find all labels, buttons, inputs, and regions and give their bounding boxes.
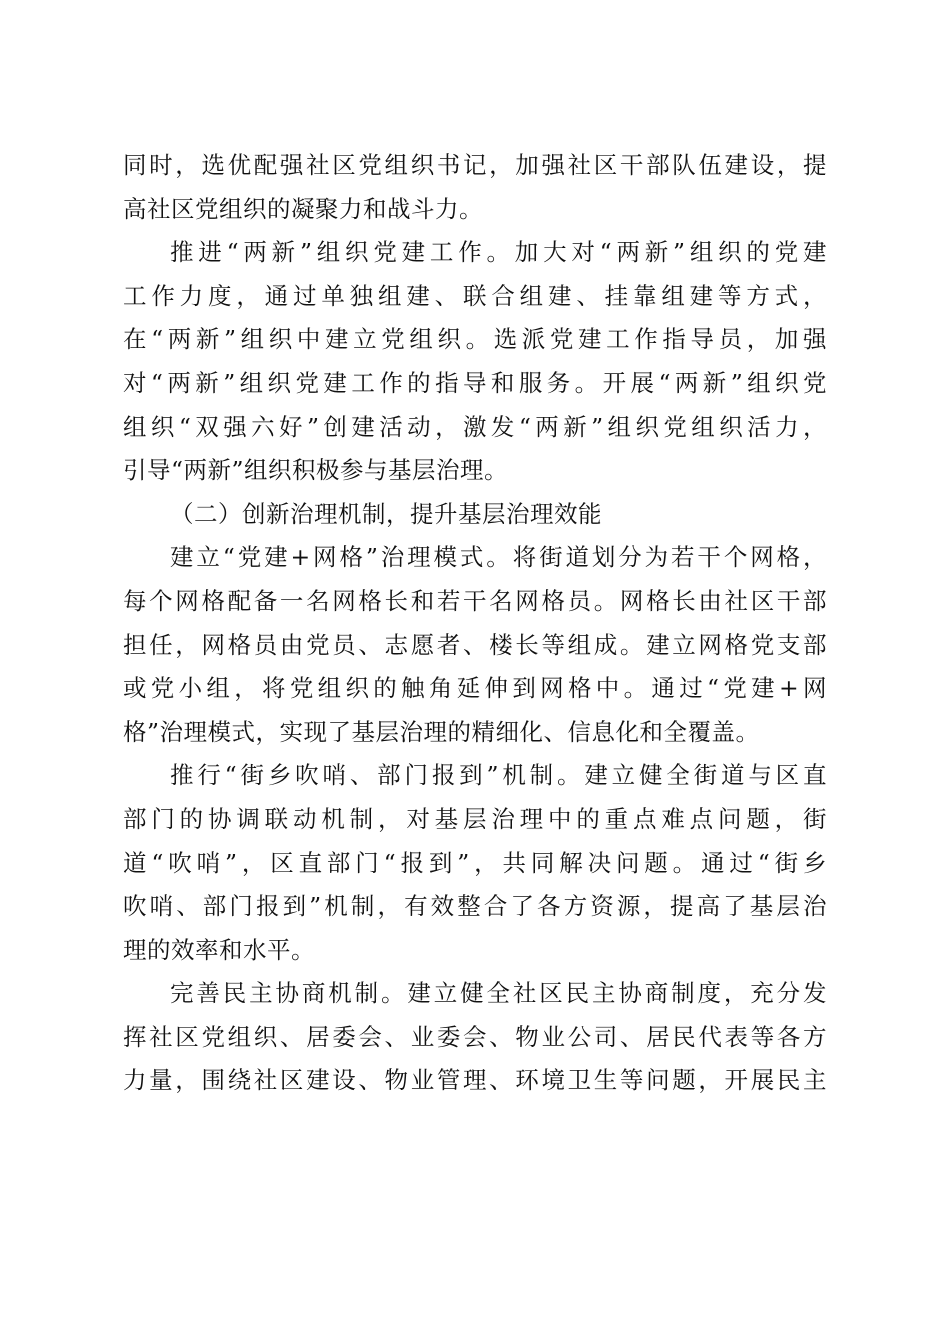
text-line: 完善民主协商机制。建立健全社区民主协商制度，充分发	[170, 979, 827, 1008]
text-line: 每个网格配备一名网格长和若干名网格员。网格长由社区干部	[123, 586, 827, 615]
paragraph-democratic-consultation	[123, 972, 827, 1103]
text-line: 高社区党组织的凝聚力和战斗力。	[123, 194, 483, 223]
text-line: 部门的协调联动机制，对基层治理中的重点难点问题，街	[123, 804, 827, 833]
paragraph-whistle-mechanism	[123, 754, 827, 972]
text-line: 担任，网格员由党员、志愿者、楼长等组成。建立网格党支部	[123, 630, 827, 659]
paragraph-grid-governance	[123, 536, 827, 754]
text-line: 建立“党建+网格”治理模式。将街道划分为若干个网格，	[170, 543, 827, 572]
text-line: 组织“双强六好”创建活动，激发“两新”组织党组织活力，	[123, 412, 827, 441]
text-line: 理的效率和水平。	[123, 935, 315, 964]
text-line: 引导“两新”组织积极参与基层治理。	[123, 456, 509, 485]
text-line: 同时，选优配强社区党组织书记，加强社区干部队伍建设，提	[123, 151, 827, 179]
text-line: 工作力度，通过单独组建、联合组建、挂靠组建等方式，	[123, 281, 827, 310]
body-text	[123, 144, 827, 1103]
text-line: 在“两新”组织中建立党组织。选派党建工作指导员，加强	[123, 325, 827, 354]
section-heading-block	[123, 493, 827, 537]
text-line: 或党小组，将党组织的触角延伸到网格中。通过“党建+网	[123, 674, 827, 703]
paragraph-continuation	[123, 144, 827, 231]
text-line: 格”治理模式，实现了基层治理的精细化、信息化和全覆盖。	[123, 717, 760, 746]
section-heading: （二）创新治理机制，提升基层治理效能	[170, 499, 602, 528]
text-line: 力量，围绕社区建设、物业管理、环境卫生等问题，开展民主	[123, 1066, 827, 1095]
text-line: 道“吹哨”，区直部门“报到”，共同解决问题。通过“街乡	[123, 848, 827, 877]
text-line: 推行“街乡吹哨、部门报到”机制。建立健全街道与区直	[170, 761, 827, 790]
paragraph-two-new-organizations	[123, 231, 827, 493]
text-line: 对“两新”组织党建工作的指导和服务。开展“两新”组织党	[123, 368, 827, 397]
text-line: 挥社区党组织、居委会、业委会、物业公司、居民代表等各方	[123, 1022, 827, 1051]
text-line: 吹哨、部门报到”机制，有效整合了各方资源，提高了基层治	[123, 892, 827, 921]
text-line: 推进“两新”组织党建工作。加大对“两新”组织的党建	[170, 238, 827, 267]
